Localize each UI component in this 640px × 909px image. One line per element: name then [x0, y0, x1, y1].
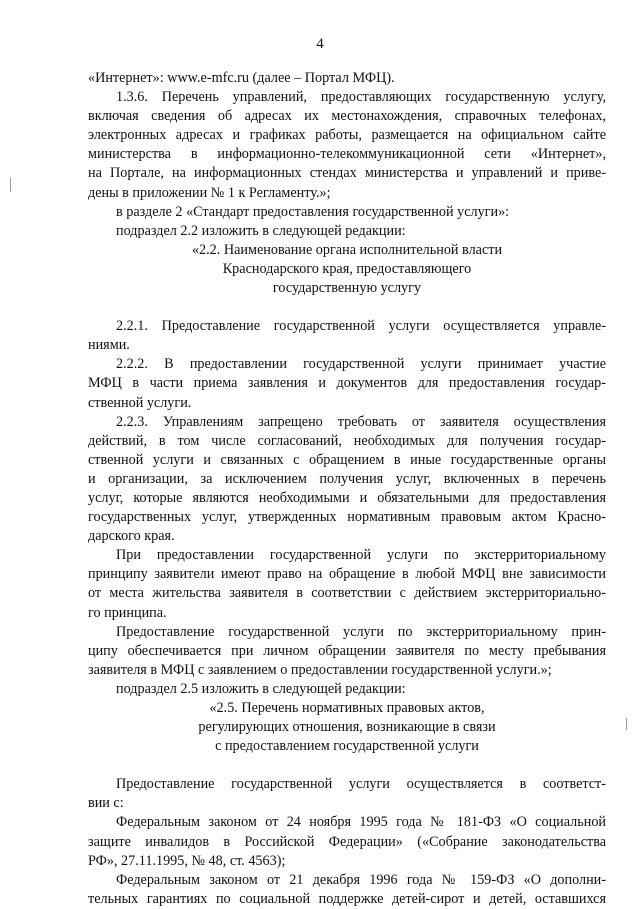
text-line: 2.2.1. Предоставление государственной услуги осуществляется управле-	[116, 318, 606, 335]
paragraph-section-2	[88, 203, 606, 222]
text-line: ципу обеспечивается при личном обращении заявителя по месту пребывания	[88, 642, 606, 659]
heading-line: государственную услугу	[272, 280, 422, 297]
text-line: дены в приложении № 1 к Регламенту.»;	[88, 184, 331, 201]
page-number: 4	[316, 36, 324, 52]
text-line: ственной услуги.	[88, 394, 192, 411]
text-line: министерства в информационно-телекоммуникационной сети «Интернет»,	[88, 146, 606, 163]
paragraph-extraterritorial-provision	[88, 623, 606, 680]
text-line: включая сведения об адресах их местонахождения, справочных телефонах,	[88, 108, 606, 125]
text-line: МФЦ в части приема заявления и документов для предоставления государ-	[88, 375, 606, 392]
text-line: тельных гарантиях по социальной поддержке детей-сирот и детей, оставшихся	[88, 890, 606, 907]
text-line: Предоставление государственной услуги осуществляется в соответст-	[116, 776, 606, 793]
text-line: заявителя в МФЦ с заявлением о предоставлении государственной услуги.»;	[88, 661, 552, 678]
text-line: «Интернет»: www.e-mfc.ru (далее – Портал МФЦ).	[88, 70, 395, 86]
text-line: от места жительства заявителя в соответствии с действием экстерриториально-	[88, 585, 606, 602]
text-line: го принципа.	[88, 604, 167, 621]
paragraph-extraterritorial	[88, 546, 606, 622]
heading-2-5	[88, 699, 606, 756]
paragraph-law-181	[88, 813, 606, 870]
heading-2-2	[88, 241, 606, 298]
text-line: дарского края.	[88, 528, 175, 545]
text-line: услуг, которые являются необходимыми и обязательными для предоставления	[88, 489, 606, 506]
heading-line: Краснодарского края, предоставляющего	[222, 260, 472, 277]
scan-mark	[10, 178, 11, 192]
text-line: подраздел 2.2 изложить в следующей редакции:	[116, 222, 406, 239]
text-line: 2.2.2. В предоставлении государственной услуги принимает участие	[116, 356, 606, 373]
text-line: государственных услуг, утвержденных нормативным правовым актом Красно-	[88, 509, 606, 526]
text-line: 1.3.6. Перечень управлений, предоставляющих государственную услугу,	[116, 89, 606, 106]
document-body	[88, 69, 606, 909]
paragraph-2-2-3	[88, 413, 606, 547]
text-line: При предоставлении государственной услуги по экстерриториальному	[116, 547, 606, 564]
text-line: и организации, за исключением получения услуг, включенных в перечень	[88, 470, 606, 487]
text-line: электронных адресах и графиках работы, размещается на официальном сайте	[88, 127, 606, 144]
heading-line: «2.2. Наименование органа исполнительной власти	[191, 241, 503, 258]
text-line: РФ», 27.11.1995, № 48, ст. 4563);	[88, 852, 286, 869]
paragraph-law-159	[88, 871, 606, 909]
text-line: в разделе 2 «Стандарт предоставления государственной услуги»:	[116, 203, 510, 220]
paragraph-1-3-6	[88, 88, 606, 203]
paragraph-subsection-2-5	[88, 680, 606, 699]
heading-line: «2.5. Перечень нормативных правовых актов,	[209, 700, 485, 716]
text-line: Федеральным законом от 21 декабря 1996 года № 159-ФЗ «О дополни-	[116, 871, 606, 888]
paragraph-subsection-2-2	[88, 222, 606, 241]
text-line: ниями.	[88, 337, 130, 354]
text-line: ственной услуги и связанных с обращением в иные государственные органы	[88, 451, 606, 468]
text-line: на Портале, на информационных стендах министерства и управлений и приве-	[88, 165, 606, 182]
paragraph-2-2-1	[88, 317, 606, 355]
paragraph-portal	[88, 69, 606, 88]
paragraph-legal-basis	[88, 775, 606, 813]
text-line: Федеральным законом от 24 ноября 1995 года № 181-ФЗ «О социальной	[116, 814, 606, 831]
text-line: принципу заявители имеют право на обращение в любой МФЦ вне зависимости	[88, 566, 606, 583]
text-line: защите инвалидов в Российской Федерации» («Собрание законодательства	[88, 833, 606, 850]
text-line: 2.2.3. Управлениям запрещено требовать от заявителя осуществления	[116, 413, 606, 430]
scan-mark	[626, 718, 627, 730]
text-line: вии с:	[88, 795, 124, 812]
text-line: Предоставление государственной услуги по экстерриториальному прин-	[116, 623, 606, 640]
heading-line: с предоставлением государственной услуги	[215, 738, 479, 755]
heading-line: регулирующих отношения, возникающие в связи	[198, 719, 496, 736]
text-line: действий, в том числе согласований, необходимых для получения государ-	[88, 432, 606, 449]
text-line: подраздел 2.5 изложить в следующей редакции:	[116, 680, 406, 697]
paragraph-2-2-2	[88, 355, 606, 412]
